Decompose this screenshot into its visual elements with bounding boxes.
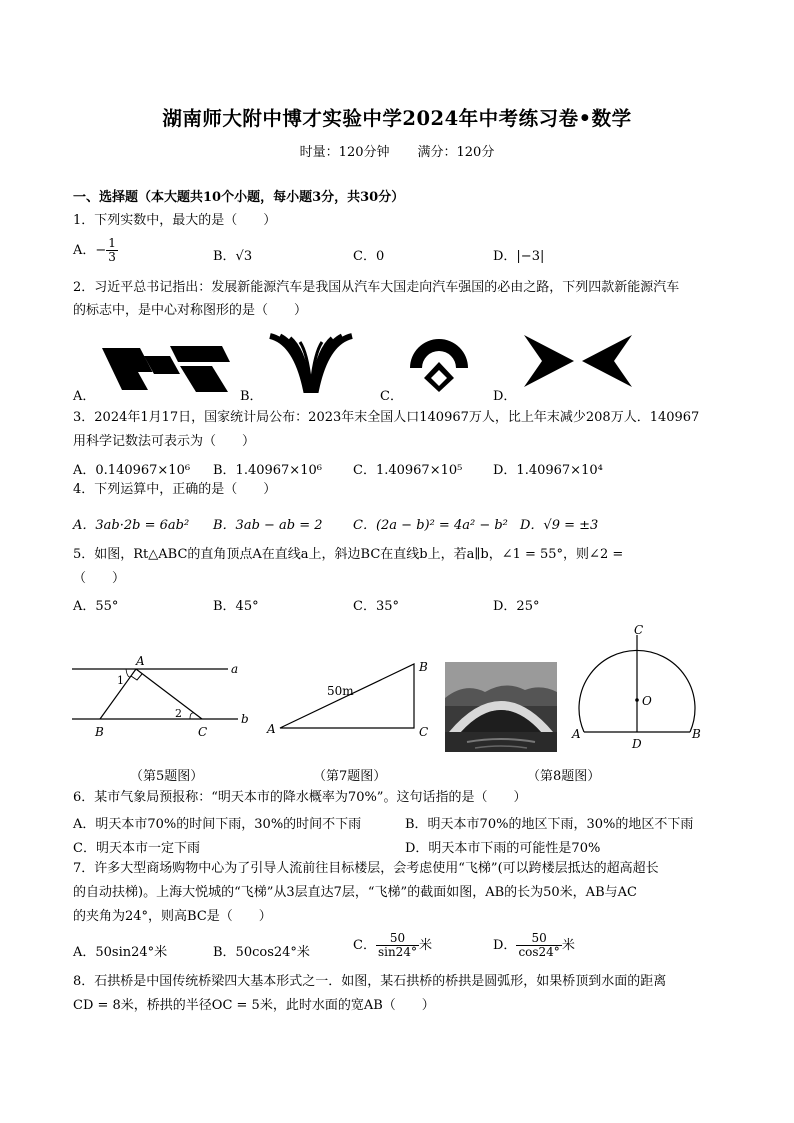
q5-option-b: B．45° — [213, 599, 259, 614]
q1-a-fraction — [106, 237, 118, 264]
q5-stem-1: 5．如图，Rt△ABC的直角顶点A在直线a上，斜边BC在直线b上，若a∥b，∠1 = 55°，则∠2 = — [73, 547, 624, 562]
q2-stem-2: 的标志中，是中心对称图形的是（ ） — [73, 303, 308, 318]
q8-stem-2: CD = 8米，桥拱的半径OC = 5米，此时水面的宽AB（ ） — [73, 998, 435, 1013]
figure-7 — [262, 656, 442, 740]
q7-d-den: cos24° — [518, 945, 560, 959]
q4-option-a: A．3ab·2b = 6ab² — [73, 518, 190, 533]
q7-d-fraction — [516, 932, 561, 959]
fig5-label-c-vertex: C — [198, 725, 208, 739]
q7-stem-2: 的自动扶梯)。上海大悦城的“飞梯”从3层直达7层，“飞梯”的截面如图，AB的长为50米，AB与AC — [73, 885, 637, 900]
fig8-label-o: O — [642, 694, 652, 708]
q7-c-fraction — [376, 932, 419, 959]
page-title: 湖南师大附中博才实验中学2024年中考练习卷•数学 — [162, 107, 632, 130]
q3-option-d: D．1.40967×10⁴ — [493, 463, 603, 478]
fig7-label-c: C — [419, 725, 429, 739]
fig5-angle-2: 2 — [175, 707, 182, 720]
q5-stem-2: （ ） — [73, 571, 126, 586]
q1-a-num: 1 — [108, 236, 116, 250]
q7-c-prefix: C． — [353, 938, 376, 953]
q1-option-d: D．|−3| — [493, 249, 545, 264]
stone-bridge-photo — [445, 662, 557, 752]
q7-d-prefix: D． — [493, 938, 517, 953]
q2-option-b: B． — [240, 389, 263, 404]
q3-option-a: A．0.140967×10⁶ — [73, 463, 191, 478]
logo-d-image — [522, 333, 634, 389]
q7-d-num: 50 — [516, 932, 561, 946]
q2-option-c: C． — [380, 389, 403, 404]
q2-stem-1: 2．习近平总书记指出：发展新能源汽车是我国从汽车大国走向汽车强国的必由之路，下列四款新能源汽车 — [73, 280, 680, 295]
q1-option-b: B．√3 — [213, 249, 253, 264]
full-score: 满分：120分 — [417, 145, 495, 160]
q7-stem-3: 的夹角为24°，则高BC是（ ） — [73, 909, 272, 924]
section-heading: 一、选择题（本大题共10个小题，每小题3分，共30分） — [73, 190, 405, 205]
fig5-angle-1: 1 — [117, 674, 124, 687]
q4-option-c: C．(2a − b)² = 4a² − b² — [353, 518, 508, 533]
logo-a-image — [100, 344, 232, 396]
q6-option-d: D．明天本市下雨的可能性是70% — [405, 841, 601, 856]
logo-c-image — [406, 332, 472, 394]
q7-stem-1: 7．许多大型商场购物中心为了引导人流前往目标楼层，会考虑使用“飞梯”(可以跨楼层抵达的超高超长 — [73, 861, 659, 876]
q5-option-c: C．35° — [353, 599, 399, 614]
time-limit: 时量：120分钟 — [299, 145, 390, 160]
exam-info — [0, 141, 794, 160]
q7-c-suffix: 米 — [418, 938, 432, 953]
q7-c-den: sin24° — [377, 945, 417, 959]
q3-option-c: C．1.40967×10⁵ — [353, 463, 463, 478]
fig7-label-a: A — [267, 722, 276, 736]
q1-stem: 1．下列实数中，最大的是（ ） — [73, 213, 277, 228]
q5-option-d: D．25° — [493, 599, 540, 614]
q3-option-b: B．1.40967×10⁶ — [213, 463, 322, 478]
q7-option-c — [353, 932, 432, 959]
q7-d-suffix: 米 — [561, 938, 575, 953]
logo-b-image — [266, 332, 356, 394]
q6-option-b: B．明天本市70%的地区下雨，30%的地区不下雨 — [405, 817, 694, 832]
q7-option-d — [493, 932, 575, 959]
fig5-line-a: a — [231, 662, 239, 676]
q1-option-a — [73, 237, 118, 264]
figure-8 — [568, 624, 708, 754]
q7-option-a: A．50sin24°米 — [73, 945, 168, 960]
q1-option-c: C．0 — [353, 249, 385, 264]
q3-stem-1: 3．2024年1月17日，国家统计局公布：2023年末全国人口140967万人，比上年末减少208万人．140967 — [73, 410, 700, 425]
fig5-caption: （第5题图） — [130, 769, 204, 784]
q2-option-a: A． — [73, 389, 96, 404]
fig8-label-c: C — [634, 624, 644, 637]
fig8-label-d: D — [632, 737, 642, 751]
q6-stem: 6．某市气象局预报称：“明天本市的降水概率为70%”。这句话指的是（ ） — [73, 790, 527, 805]
q3-stem-2: 用科学记数法可表示为（ ） — [73, 434, 256, 449]
q6-option-a: A．明天本市70%的时间下雨，30%的时间不下雨 — [73, 817, 362, 832]
fig5-line-b: b — [241, 712, 249, 726]
fig8-caption: （第8题图） — [527, 769, 601, 784]
fig7-caption: （第7题图） — [313, 769, 387, 784]
q7-c-num: 50 — [376, 932, 419, 946]
fig8-label-a: A — [572, 727, 581, 741]
q7-option-b: B．50cos24°米 — [213, 945, 310, 960]
q8-stem-1: 8．石拱桥是中国传统桥梁四大基本形式之一．如图，某石拱桥的桥拱是圆弧形，如果桥顶到水面的距离 — [73, 974, 667, 989]
q1-a-den: 3 — [108, 250, 116, 264]
q4-option-b: B．3ab − ab = 2 — [213, 518, 323, 533]
q4-stem: 4．下列运算中，正确的是（ ） — [73, 482, 277, 497]
q4-option-d: D．√9 = ±3 — [520, 518, 599, 533]
fig5-label-a-vertex: A — [136, 654, 145, 668]
fig8-label-b: B — [692, 727, 701, 741]
q6-option-c: C．明天本市一定下雨 — [73, 841, 200, 856]
fig7-length-label: 50m — [327, 684, 354, 698]
q5-option-a: A．55° — [73, 599, 119, 614]
figure-5 — [70, 652, 260, 740]
fig7-label-b: B — [419, 660, 428, 674]
q2-option-d: D． — [493, 389, 517, 404]
q1-a-prefix: A．− — [73, 243, 107, 258]
fig5-label-b-vertex: B — [95, 725, 104, 739]
